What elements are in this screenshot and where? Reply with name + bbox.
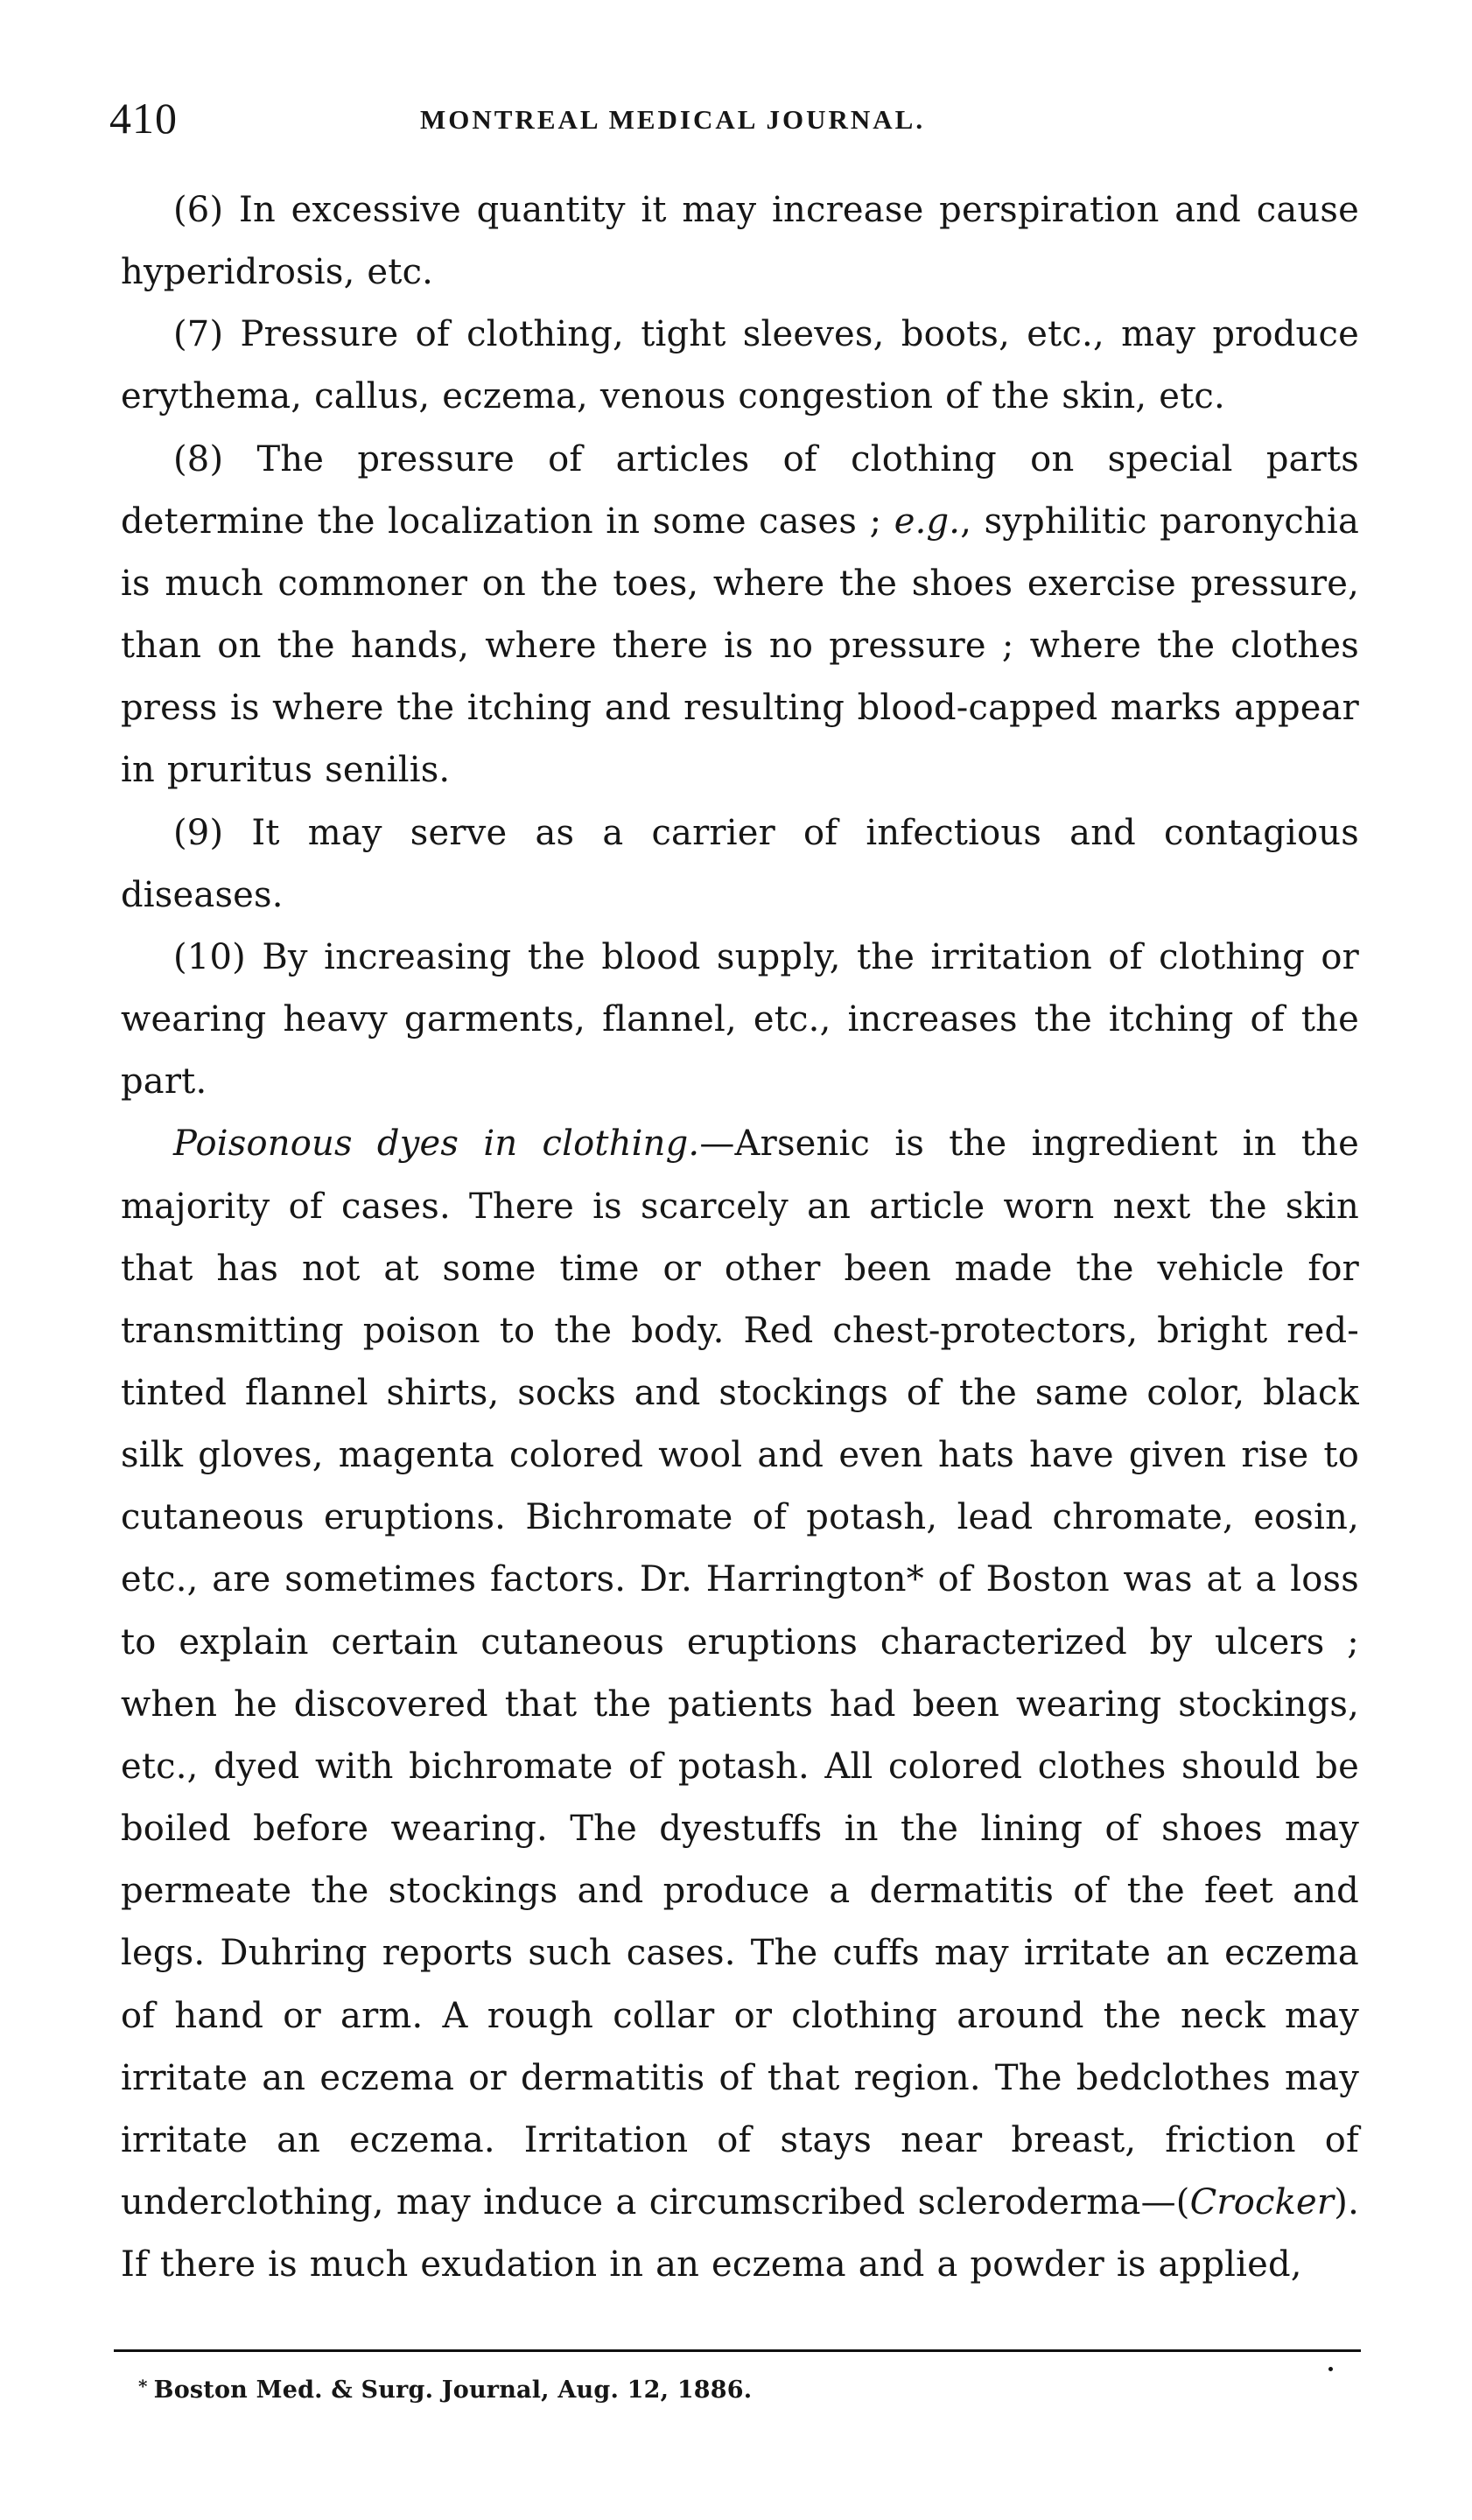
section-run-in-heading: Poisonous dyes in clothing. [173, 1124, 700, 1165]
footnote-reference: * [906, 1559, 924, 1600]
page-number: 410 [109, 94, 178, 143]
footnote-divider [114, 2349, 1361, 2352]
article-body [121, 179, 1359, 2296]
paragraph-7: (7) Pressure of clothing, tight sleeves, boots, etc., may produce erythema, callus, eczema, venous congestion of the skin, etc. [121, 314, 1359, 417]
footnote-marker: * [138, 2376, 148, 2397]
print-speck [1328, 2367, 1333, 2371]
poisonous-dyes-text-3: ). If there is much exudation in an eczema and a powder is applied, [121, 2182, 1359, 2286]
footnote [138, 2370, 752, 2407]
footnote-text: Boston Med. & Surg. Journal, Aug. 12, 1886. [153, 2376, 753, 2404]
poisonous-dyes-paragraph [121, 1113, 1359, 2296]
citation-crocker: Crocker [1189, 2182, 1335, 2222]
paragraph-10: (10) By increasing the blood supply, the irritation of clothing or wearing heavy garments, flannel, etc., increases the itching of the part. [121, 936, 1359, 1102]
paragraph-6: (6) In excessive quantity it may increase perspiration and cause hyperidrosis, etc. [121, 190, 1359, 293]
page-header [109, 92, 1352, 144]
paragraph-8 [121, 429, 1359, 802]
poisonous-dyes-text-1: —Arsenic is the ingredient in the majority of cases. There is scarcely an article worn next the skin that has not at some time or other been made the vehicle for transmitting poison to the body. Red chest-protectors, bright red-tinted flannel shirts, socks and stockings of the same color, black silk gloves, magenta colored wool and even hats have given rise to cutaneous eruptions. Bichromate of potash, lead chromate, eosin, etc., are sometimes factors. Dr. Harrington [121, 1124, 1359, 1600]
paragraph-9: (9) It may serve as a carrier of infectious and contagious diseases. [121, 812, 1359, 915]
poisonous-dyes-text-2: of Boston was at a loss to explain certain cutaneous eruptions characterized by ulcers ; when he discovered that the patients had been wearing stockings, etc., dyed with bichromate of potash. All colored clothes should be boiled before wearing. The dyestuffs in the lining of shoes may permeate the stockings and produce a dermatitis of the feet and legs. Duhring reports such cases. The cuffs may irritate an eczema of hand or arm. A rough collar or clothing around the neck may irritate an eczema or dermatitis of that region. The bedclothes may irritate an eczema. Irritation of stays near breast, friction of underclothing, may induce a circumscribed scleroderma—( [121, 1559, 1359, 2222]
running-title: MONTREAL MEDICAL JOURNAL. [420, 104, 926, 135]
example-abbreviation: e.g. [894, 500, 961, 542]
paragraph-8-text-before: (8) The pressure of articles of clothing on special parts determine the localization in some cases ; [121, 438, 1359, 542]
paragraph-8-text-after: , syphilitic paronychia is much commoner on the toes, where the shoes exercise pressure, than on the hands, where there is no pressure ; where the clothes press is where the itching and resulting blood-capped marks appear in pruritus senilis. [121, 500, 1359, 791]
